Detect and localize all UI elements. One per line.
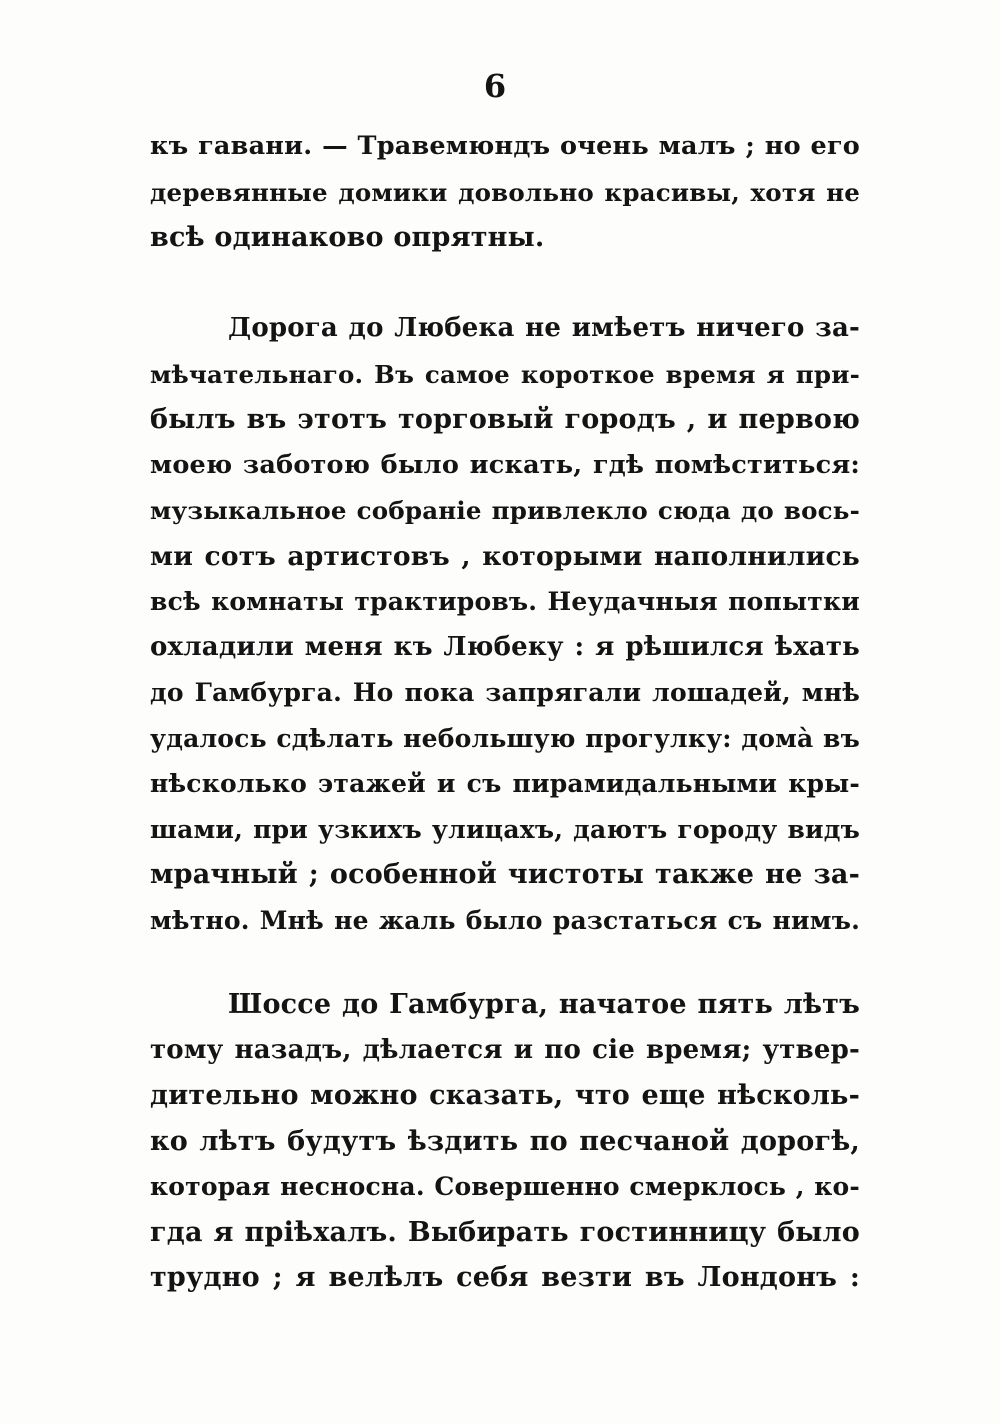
text-line: трудно ; я велѣлъ себя везти въ Лондонъ : (150, 1262, 860, 1293)
text-line: былъ въ этотъ торговый городъ , и первою (150, 404, 860, 435)
text-line: шами, при узкихъ улицахъ, даютъ городу видъ (150, 814, 860, 844)
paragraph-3 (150, 982, 860, 1301)
text-line: охладили меня къ Любеку : я рѣшился ѣхать (150, 631, 860, 662)
text-line: дительно можно сказать, что еще нѣсколь- (150, 1080, 860, 1111)
text-line: до Гамбурга. Но пока запрягали лошадей, мнѣ (150, 678, 860, 707)
text-line: музыкальное собраніе привлекло сюда до вось- (150, 496, 860, 525)
text-line: Дорога до Любека не имѣетъ ничего за- (228, 313, 860, 343)
text-line: которая несносна. Совершенно смерклось , ко- (150, 1172, 860, 1201)
text-line: гда я пріѣхалъ. Выбирать гостинницу было (150, 1216, 860, 1248)
text-line: мѣтно. Мнѣ не жаль было разстаться съ нимъ. (150, 905, 860, 935)
text-line: ми сотъ артистовъ , которыми наполнились (150, 540, 860, 572)
paragraph-2 (150, 306, 860, 943)
page-number: 6 (483, 67, 507, 105)
text-line: деревянные домики довольно красивы, хотя не (150, 177, 860, 207)
text-line: тому назадъ, дѣлается и по сіе время; утвер- (150, 1034, 860, 1065)
text-line: мѣчательнаго. Въ самое короткое время я при- (150, 359, 860, 389)
text-line: мрачный ; особенной чистоты также не за- (150, 859, 860, 890)
text-line: ко лѣтъ будутъ ѣздить по песчаной дорогѣ, (150, 1125, 860, 1157)
text-line: нѣсколько этажей и съ пирамидальными кры- (150, 769, 860, 798)
text-line: всѣ комнаты трактировъ. Неудачныя попытки (150, 587, 860, 616)
text-line: къ гавани. — Травемюндъ очень малъ ; но его (150, 131, 860, 161)
paragraph-1 (150, 124, 860, 261)
text-line: всѣ одинаково опрятны. (150, 222, 545, 253)
text-line: Шоссе до Гамбурга, начатое пять лѣтъ (228, 989, 860, 1020)
text-line: удалось сдѣлать небольшую прогулку: домà въ (150, 723, 860, 753)
text-line: моею заботою было искать, гдѣ помѣститься: (150, 449, 860, 480)
